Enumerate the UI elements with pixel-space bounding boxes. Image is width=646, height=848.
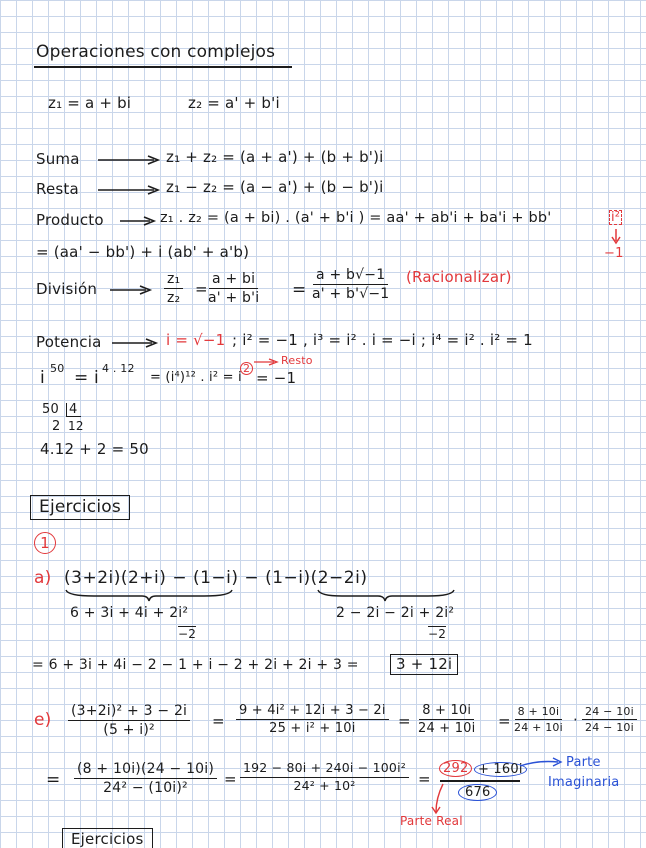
exercise-e-fraction-2 — [236, 704, 389, 735]
exercise-a-expansion-left-sub: −2 — [178, 627, 197, 641]
fraction-numerator: (8 + 10i)(24 − 10i) — [74, 762, 217, 779]
arrow-right-icon — [96, 185, 162, 195]
ejercicios-heading: Ejercicios — [30, 495, 130, 520]
fraction-numerator: 192 − 80i + 240i − 100i² — [240, 762, 409, 778]
division-fraction-ab — [208, 272, 259, 305]
i50-base: i — [40, 368, 45, 388]
division-quotient: 12 — [68, 419, 84, 433]
exercise-a-label: a) — [34, 568, 52, 588]
producto-expanded: = (aa' − bb') + i (ab' + a'b) — [36, 243, 250, 261]
arrow-right-icon — [252, 357, 282, 367]
arrow-down-icon — [611, 229, 621, 245]
producto-expression: z₁ . z₂ = (a + bi) . (a' + b'i ) = aa' + ab'i + ba'i + bb' — [160, 210, 552, 226]
exercise-a-expansion-right-sub: −2 — [428, 627, 447, 641]
fraction-numerator: z₁ — [164, 272, 183, 289]
division-divisor: 4 — [66, 403, 81, 417]
i50-equals-exponent: 4 . 12 — [102, 362, 135, 375]
i50-chain: = (i⁴)¹² . i² = i — [150, 370, 242, 385]
powers-of-i: ; i² = −1 , i³ = i² . i = −i ; i⁴ = i² . i² = 1 — [232, 331, 533, 349]
producto-minus-one: −1 — [604, 246, 624, 261]
exercise-e-fraction-3 — [418, 704, 475, 735]
fraction-numerator: a + bi — [209, 272, 258, 289]
equals-sign: = — [398, 712, 411, 730]
equals-sign: = — [46, 770, 61, 790]
fraction-denominator: a' + b'i — [208, 290, 260, 306]
fraction-denominator: 24² − (10i)² — [103, 780, 188, 796]
i50-exponent: 50 — [50, 362, 65, 375]
fraction-denominator: 24² + 10² — [293, 777, 356, 793]
fraction-bar — [440, 780, 520, 782]
exercise-e-label: e) — [34, 710, 52, 730]
multiply-dot: · — [573, 711, 578, 729]
equals-sign: = — [224, 770, 237, 788]
exercise-e-fraction-7 — [240, 762, 409, 792]
i50-final-exponent: 2 — [240, 362, 253, 375]
fraction-denominator: 24 − 10i — [585, 721, 634, 734]
division-fraction-z — [164, 272, 183, 305]
real-part: 292 — [439, 760, 472, 777]
fraction-denominator: 24 + 10i — [514, 721, 563, 734]
fraction-numerator: 8 + 10i — [419, 704, 474, 720]
equals-sign: = — [195, 280, 208, 298]
imaginary-part: + 160i — [474, 762, 527, 777]
i50-result: = −1 — [256, 369, 297, 387]
division-label: División — [36, 280, 98, 298]
division-dividend: 50 — [42, 402, 59, 417]
division-note: (Racionalizar) — [406, 268, 512, 286]
real-part-label: Parte Real — [400, 814, 463, 828]
producto-i-squared: i² — [611, 210, 621, 225]
imaginary-part-label-2: Imaginaria — [548, 775, 620, 790]
fraction-denominator: a' + b'√−1 — [312, 286, 390, 302]
page-title: Operaciones con complejos — [36, 42, 276, 62]
exercise-a-result-line: = 6 + 3i + 4i − 2 − 1 + i − 2 + 2i + 2i + 3 = — [32, 657, 359, 673]
fraction-numerator: a + b√−1 — [313, 268, 388, 285]
equals-sign: = — [498, 712, 511, 730]
fraction-numerator: 8 + 10i — [515, 706, 563, 720]
exercise-e-fraction-1 — [68, 704, 190, 737]
arrow-right-icon — [108, 285, 154, 295]
resta-expression: z₁ − z₂ = (a − a') + (b − b')i — [166, 178, 384, 196]
result-denominator: 676 — [458, 784, 497, 801]
arrow-right-icon — [118, 216, 158, 226]
ejercicios-heading-2: Ejercicios — [62, 828, 153, 848]
potencia-label: Potencia — [36, 333, 102, 351]
underbrace-right — [316, 588, 456, 602]
z2-definition: z₂ = a' + b'i — [188, 94, 280, 112]
exercise-e-fraction-4 — [514, 706, 563, 733]
equals-sign: = — [418, 770, 431, 788]
producto-label: Producto — [36, 211, 104, 229]
fraction-numerator: (3+2i)² + 3 − 2i — [68, 704, 190, 721]
equals-sign: = — [292, 280, 307, 300]
resto-label: Resto — [281, 354, 313, 367]
arrow-right-icon — [518, 756, 566, 770]
i-definition: i = √−1 — [166, 331, 226, 349]
i50-equals: = i — [74, 368, 99, 388]
exercise-a-result: 3 + 12i — [390, 654, 458, 675]
fraction-denominator: 25 + i² + 10i — [269, 721, 356, 736]
resta-label: Resta — [36, 180, 79, 198]
fraction-denominator: (5 + i)² — [103, 722, 155, 738]
division-fraction-root — [312, 268, 389, 301]
fraction-numerator: 24 − 10i — [582, 706, 637, 720]
imaginary-part-label-1: Parte — [566, 755, 601, 770]
z1-definition: z₁ = a + bi — [48, 94, 132, 112]
exercise-e-fraction-6 — [74, 762, 217, 795]
fraction-denominator: z₂ — [167, 290, 181, 306]
exercise-e-fraction-5 — [582, 706, 637, 733]
exercise-a-expansion-right: 2 − 2i − 2i + 2i² — [336, 605, 455, 621]
arrow-right-icon — [96, 155, 162, 165]
suma-label: Suma — [36, 150, 80, 168]
fraction-denominator: 24 + 10i — [418, 721, 476, 736]
suma-expression: z₁ + z₂ = (a + a') + (b + b')i — [166, 148, 384, 166]
arrow-down-icon — [430, 782, 446, 816]
exercise-a-expansion-left: 6 + 3i + 4i + 2i² — [70, 605, 189, 621]
division-remainder: 2 — [52, 419, 61, 434]
equals-sign: = — [212, 712, 225, 730]
exercise-a-expression: (3+2i)(2+i) − (1−i) − (1−i)(2−2i) — [64, 568, 368, 588]
division-check: 4.12 + 2 = 50 — [40, 440, 149, 458]
fraction-numerator: 9 + 4i² + 12i + 3 − 2i — [236, 704, 389, 720]
title-underline — [34, 66, 292, 68]
exercise-number: 1 — [34, 532, 56, 554]
underbrace-left — [64, 588, 234, 602]
arrow-right-icon — [110, 338, 160, 348]
